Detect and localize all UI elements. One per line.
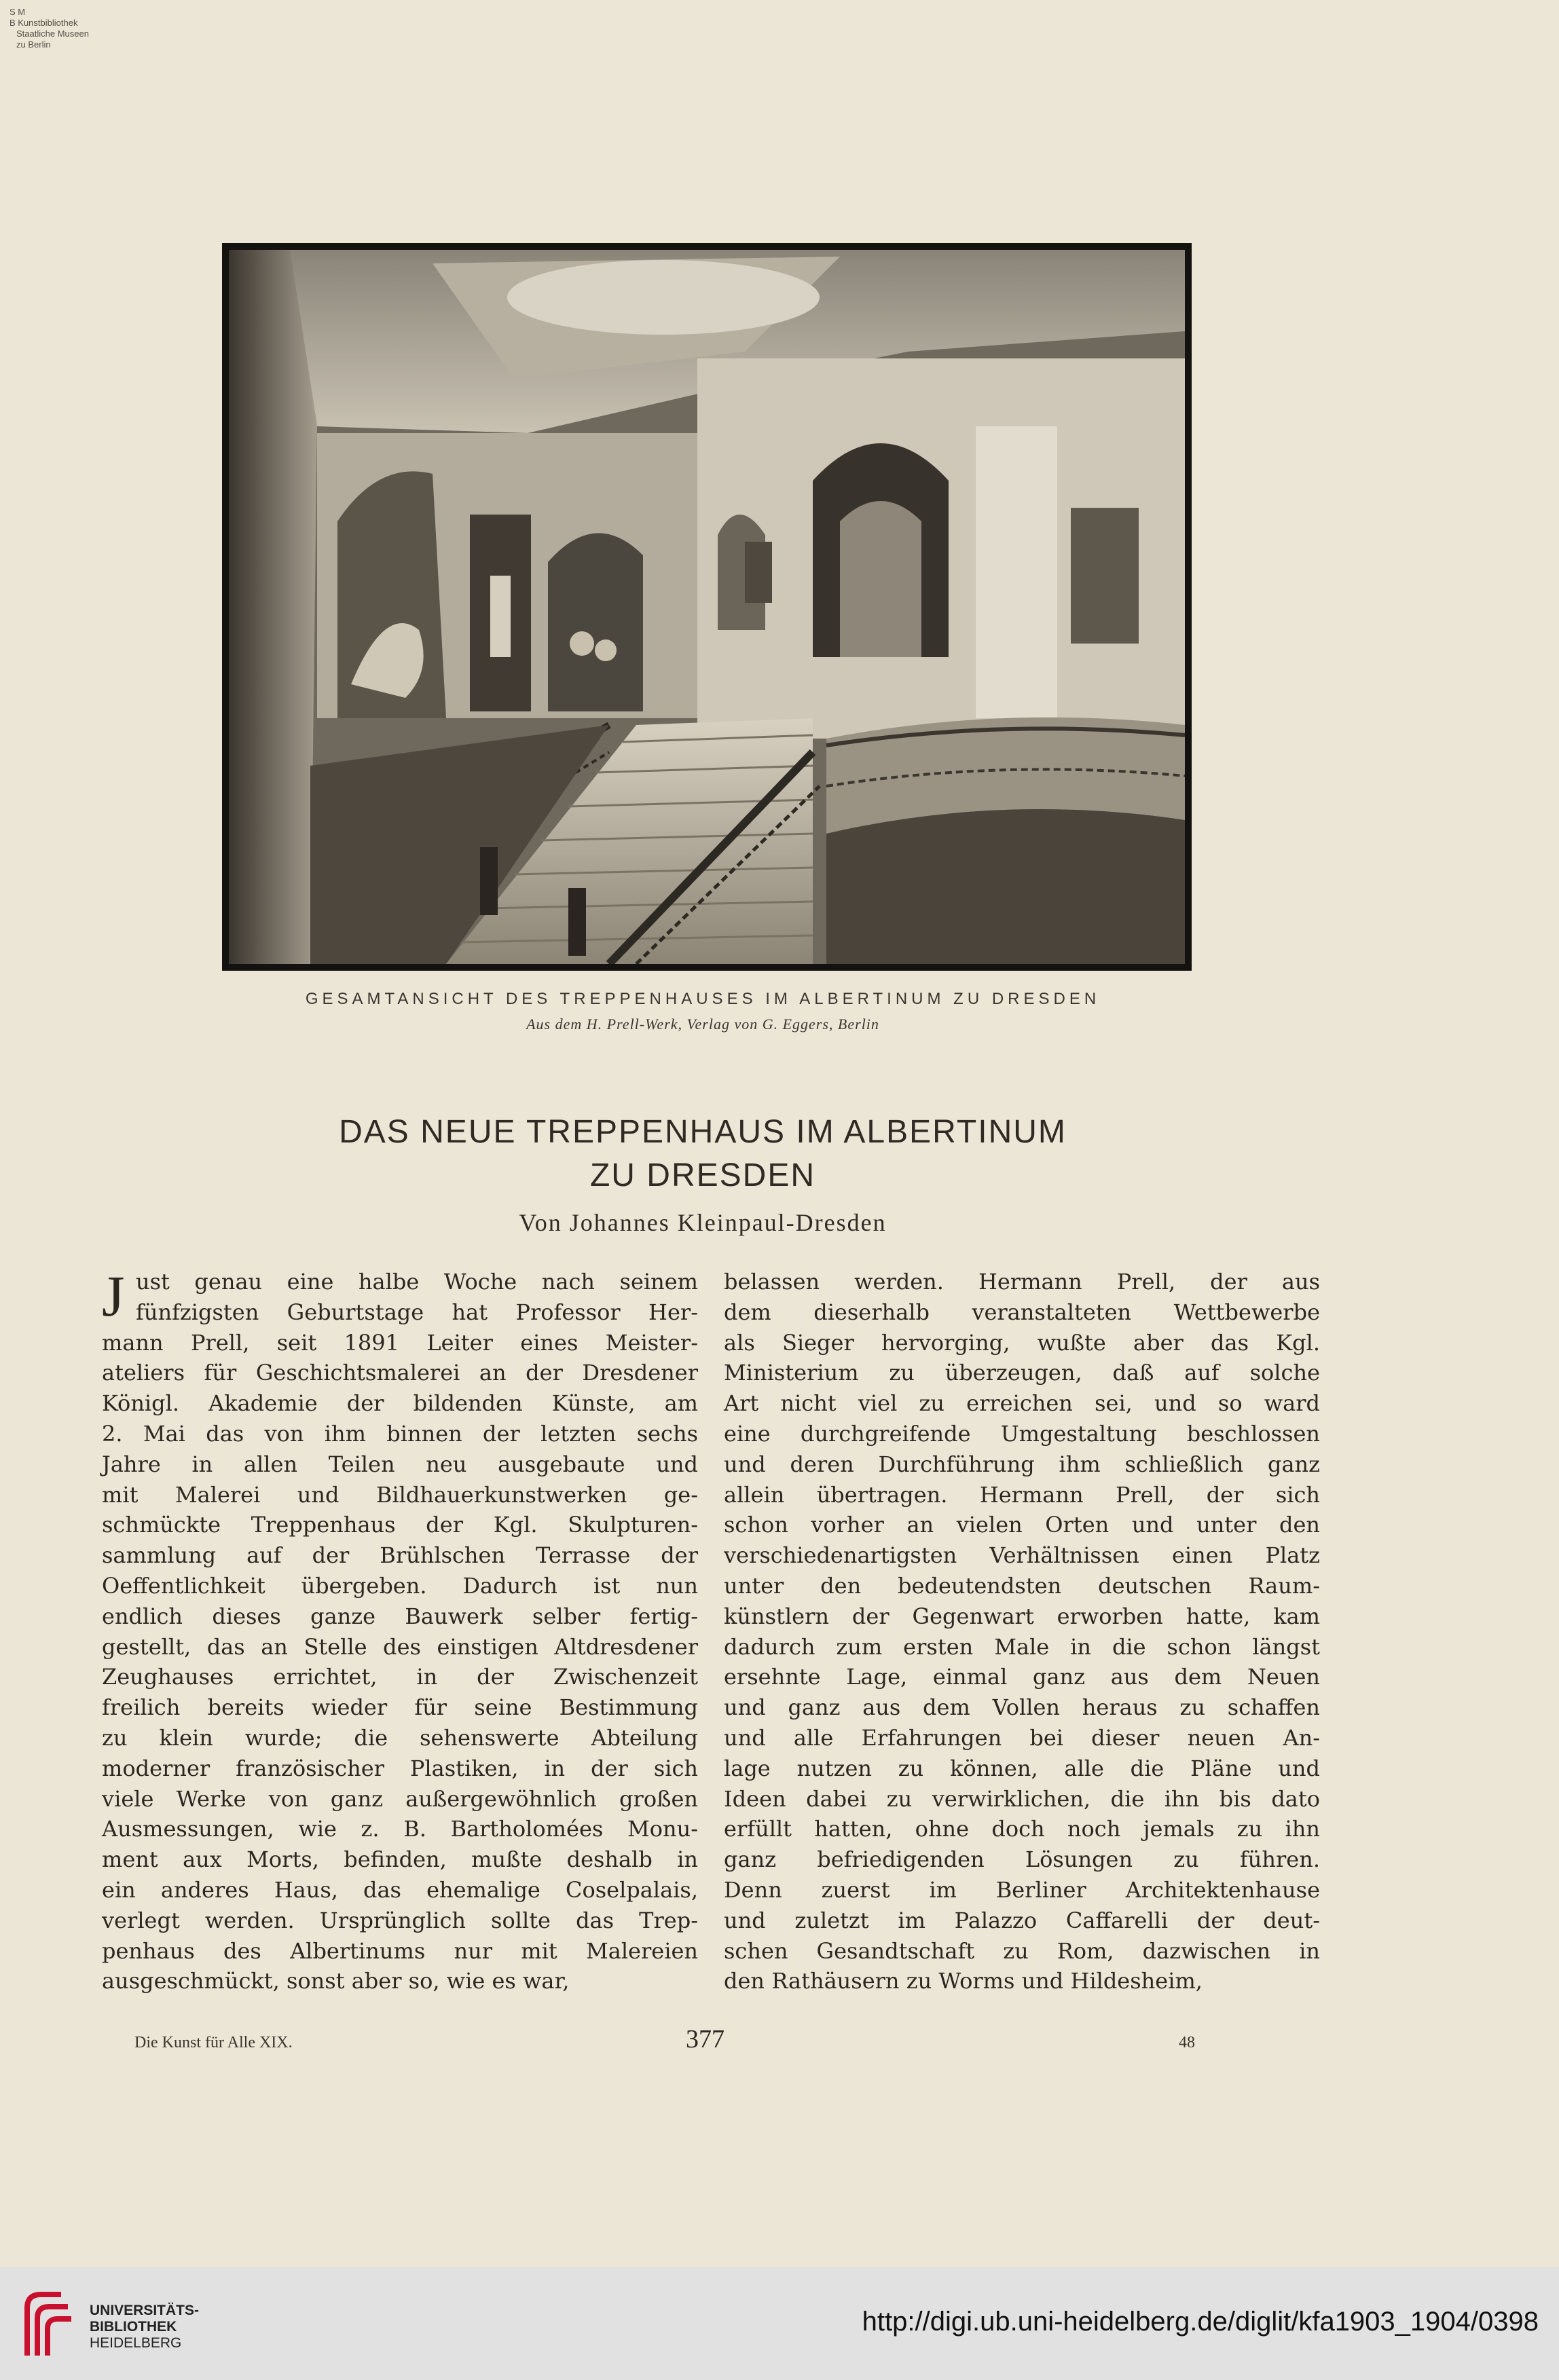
text-line: fünfzigsten Geburtstage hat Professor Her- (136, 1299, 698, 1325)
article-byline: Von Johannes Kleinpaul-Dresden (519, 1209, 887, 1236)
text-line: und ganz aus dem Vollen heraus zu schaffen (724, 1694, 1320, 1721)
text-line: ateliers für Geschichtsmalerei an der Dresdener (102, 1360, 698, 1386)
library-bar (0, 2267, 1559, 2380)
text-line: eine durchgreifende Umgestaltung beschlossen (724, 1420, 1320, 1447)
article-title (0, 1111, 1406, 1197)
text-line: dadurch zum ersten Male in die schon längst (724, 1633, 1320, 1660)
text-line: Art nicht viel zu erreichen sei, und so ward (724, 1390, 1320, 1417)
library-name-line: BIBLIOTHEK (90, 2319, 177, 2335)
article-title-line: ZU DRESDEN (589, 1157, 816, 1193)
stamp-line: S M (10, 7, 26, 17)
text-column-left (102, 1263, 698, 1996)
text-line: ust genau eine halbe Woche nach seinem (136, 1269, 698, 1295)
text-line: Jahre in allen Teilen neu ausgebaute und (102, 1451, 698, 1477)
text-line: mann Prell, seit 1891 Leiter eines Meister- (102, 1329, 698, 1356)
text-line: verlegt werden. Ursprünglich sollte das Trep- (102, 1907, 698, 1933)
text-line: künstlern der Gegenwart erworben hatte, kam (724, 1603, 1320, 1629)
text-line: freilich bereits wieder für seine Bestimmung (102, 1694, 698, 1721)
text-line: belassen werden. Hermann Prell, der aus (724, 1269, 1320, 1295)
text-line: erfüllt hatten, ohne doch noch jemals zu ihn (724, 1816, 1320, 1842)
library-name-line: HEIDELBERG (90, 2335, 182, 2351)
figure-caption: GESAMTANSICHT DES TREPPENHAUSES IM ALBERTINUM ZU DRESDEN (305, 990, 1101, 1008)
figure-credit: Aus dem H. Prell-Werk, Verlag von G. Eggers, Berlin (526, 1016, 879, 1033)
text-line: den Rathäusern zu Worms und Hildesheim, (724, 1968, 1203, 1994)
text-line: moderner französischer Plastiken, in der sich (102, 1755, 698, 1781)
text-line: ganz befriedigenden Lösungen zu führen. (724, 1846, 1320, 1873)
text-line: viele Werke von ganz außergewöhnlich großen (102, 1785, 698, 1812)
text-line: Zeughauses errichtet, in der Zwischenzeit (102, 1664, 698, 1690)
text-line: Oeffentlichkeit übergeben. Dadurch ist nun (102, 1572, 698, 1599)
text-line: Ausmessungen, wie z. B. Bartholomées Monu- (102, 1816, 698, 1842)
page-number: 377 (686, 2025, 725, 2053)
library-name (90, 2303, 199, 2351)
text-line: als Sieger hervorging, wußte aber das Kgl. (724, 1329, 1320, 1356)
text-line: Königl. Akademie der bildenden Künste, am (102, 1390, 698, 1417)
article-title-line: DAS NEUE TREPPENHAUS IM ALBERTINUM (339, 1114, 1067, 1150)
signature-mark: 48 (1179, 2034, 1195, 2051)
text-line: Ideen dabei zu verwirklichen, die ihn bis dato (724, 1785, 1320, 1812)
text-line: schmückte Treppenhaus der Kgl. Skulpturen- (102, 1512, 698, 1538)
text-line: unter den bedeutendsten deutschen Raum- (724, 1572, 1320, 1599)
text-line: ein anderes Haus, das ehemalige Coselpalais, (102, 1876, 698, 1903)
permalink-url[interactable]: http://digi.ub.uni-heidelberg.de/diglit/kfa1903_1904/0398 (862, 2307, 1539, 2337)
text-line: schen Gesandtschaft zu Rom, dazwischen in (724, 1937, 1320, 1964)
text-line: ment aux Morts, befinden, mußte deshalb in (102, 1846, 698, 1873)
text-line: Ministerium zu überzeugen, daß auf solche (724, 1360, 1320, 1386)
text-line: endlich dieses ganze Bauwerk selber fertig- (102, 1603, 698, 1629)
stamp-line: Staatliche Museen (16, 29, 89, 39)
library-logo-icon (20, 2281, 75, 2362)
text-line: allein übertragen. Hermann Prell, der sich (724, 1481, 1320, 1508)
text-line: verschiedenartigsten Verhältnissen einen Platz (724, 1542, 1320, 1569)
drop-cap: J (102, 1263, 125, 1328)
library-stamp (10, 7, 89, 50)
text-line: gestellt, das an Stelle des einstigen Altdresdener (102, 1633, 698, 1660)
text-line: lage nutzen zu können, alle die Pläne und (724, 1755, 1320, 1781)
stamp-line: zu Berlin (16, 39, 51, 50)
library-name-line: UNIVERSITÄTS- (90, 2303, 200, 2318)
journal-footer: Die Kunst für Alle XIX. (134, 2034, 293, 2051)
staircase-photo-illustration (229, 250, 1185, 964)
text-line: penhaus des Albertinums nur mit Malereien (102, 1937, 698, 1964)
text-line: sammlung auf der Brühlschen Terrasse der (102, 1542, 698, 1569)
stamp-line: B Kunstbibliothek (10, 18, 78, 28)
text-line: und deren Durchführung ihm schließlich ganz (724, 1451, 1320, 1477)
text-line: dem dieserhalb veranstalteten Wettbewerbe (724, 1299, 1320, 1325)
text-line: 2. Mai das von ihm binnen der letzten sechs (102, 1420, 698, 1447)
text-line: Denn zuerst im Berliner Architektenhause (724, 1876, 1320, 1903)
text-column-right (724, 1267, 1320, 1996)
text-line: schon vorher an vielen Orten und unter den (724, 1512, 1320, 1538)
text-line: und alle Erfahrungen bei dieser neuen An- (724, 1724, 1320, 1751)
text-line: mit Malerei und Bildhauerkunstwerken ge- (102, 1481, 698, 1508)
staircase-photograph (222, 243, 1192, 971)
text-line: und zuletzt im Palazzo Caffarelli der deut- (724, 1907, 1320, 1933)
text-line: zu klein wurde; die sehenswerte Abteilung (102, 1724, 698, 1751)
text-line: ausgeschmückt, sonst aber so, wie es war, (102, 1968, 570, 1994)
text-line: ersehnte Lage, einmal ganz aus dem Neuen (724, 1664, 1320, 1690)
